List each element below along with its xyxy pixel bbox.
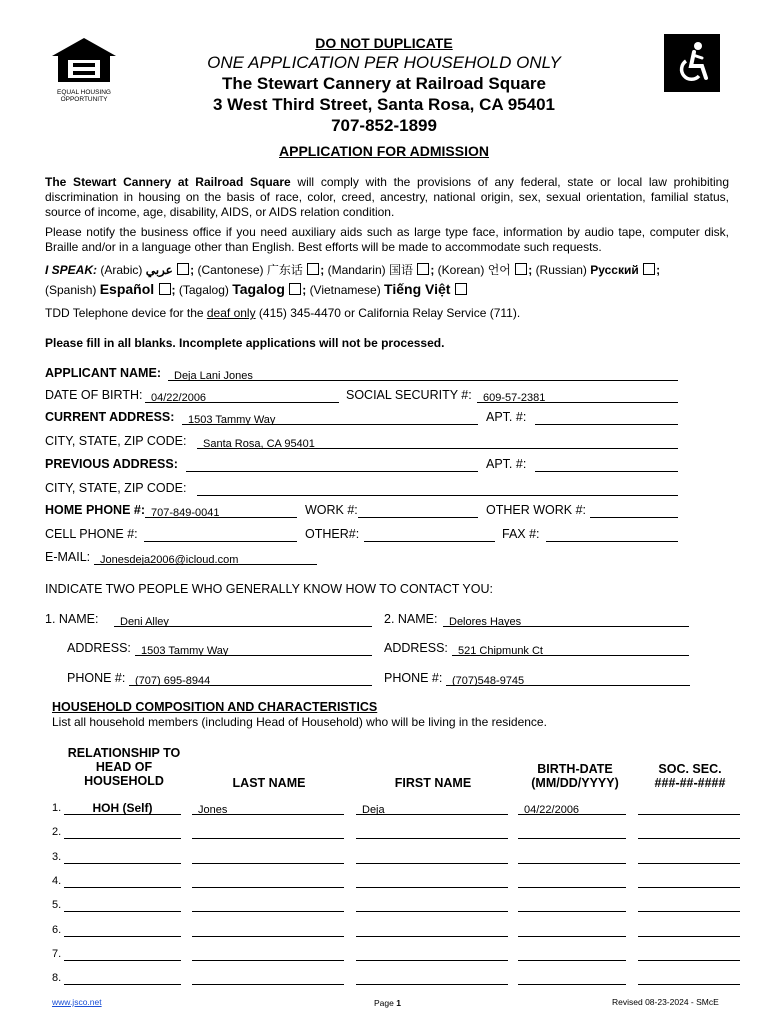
household-row-number: 3.	[52, 850, 62, 863]
col-birthdate-header: BIRTH-DATE (MM/DD/YYYY)	[531, 762, 619, 790]
household-row-number: 5.	[52, 899, 62, 912]
household-last-field[interactable]	[192, 898, 344, 912]
subtitle: ONE APPLICATION PER HOUSEHOLD ONLY	[207, 53, 561, 72]
checkbox-spanish[interactable]	[159, 283, 171, 295]
household-ssn-field[interactable]	[638, 923, 740, 937]
footer-page: Page 1	[374, 998, 401, 1008]
household-first-field[interactable]	[356, 850, 508, 864]
household-row-number: 2.	[52, 826, 62, 839]
household-birth-field[interactable]	[518, 850, 626, 864]
household-ssn-field[interactable]	[638, 947, 740, 961]
fax-field[interactable]	[546, 528, 678, 542]
household-ssn-field[interactable]	[638, 874, 740, 888]
ssn-label: SOCIAL SECURITY #:	[346, 388, 472, 402]
household-birth-field[interactable]	[518, 874, 626, 888]
household-ssn-field[interactable]	[638, 971, 740, 985]
fill-notice: Please fill in all blanks. Incomplete applications will not be processed.	[45, 336, 445, 350]
household-last-field[interactable]	[192, 971, 344, 985]
contact2-name-label: 2. NAME:	[384, 612, 438, 626]
prev-apt-label: APT. #:	[486, 457, 527, 471]
household-heading: HOUSEHOLD COMPOSITION AND CHARACTERISTICS	[52, 700, 378, 714]
form-title: APPLICATION FOR ADMISSION	[279, 143, 489, 159]
aux-aids-paragraph: Please notify the business office if you need auxiliary aids such as large type face, information by audio tape, computer disk, Braille and/or in a language other than English. Best efforts will be made to accommodate such requests.	[45, 225, 729, 254]
csz-field[interactable]: Santa Rosa, CA 95401	[197, 435, 678, 449]
home-phone-field[interactable]: 707-849-0041	[145, 504, 297, 518]
checkbox-mandarin[interactable]	[417, 263, 429, 275]
household-last-field[interactable]	[192, 825, 344, 839]
checkbox-russian[interactable]	[643, 263, 655, 275]
footer-revised: Revised 08-23-2024 - SMcE	[612, 997, 719, 1007]
previous-address-field[interactable]	[186, 458, 478, 472]
contact2-phone-field[interactable]: (707)548-9745	[446, 672, 690, 686]
lang-korean: (Korean) 언어 ;	[437, 263, 533, 277]
household-row-number: 8.	[52, 972, 62, 985]
other-work-label: OTHER WORK #:	[486, 503, 587, 517]
other-label: OTHER#:	[305, 527, 360, 541]
home-phone-label: HOME PHONE #:	[45, 503, 146, 517]
lang-tagalog: (Tagalog) Tagalog ;	[178, 281, 307, 297]
current-address-label: CURRENT ADDRESS:	[45, 410, 175, 424]
household-row-number: 6.	[52, 923, 62, 936]
household-first-field[interactable]	[356, 923, 508, 937]
checkbox-korean[interactable]	[515, 263, 527, 275]
property-phone: 707-852-1899	[331, 116, 437, 135]
other-work-field[interactable]	[590, 504, 678, 518]
applicant-name-label: APPLICANT NAME:	[45, 366, 161, 380]
household-subheading: List all household members (including Head of Household) who will be living in the residence.	[52, 715, 547, 729]
dob-field[interactable]: 04/22/2006	[145, 389, 339, 403]
contact2-address-field[interactable]: 521 Chipmunk Ct	[452, 642, 689, 656]
previous-address-label: PREVIOUS ADDRESS:	[45, 457, 178, 471]
prev-csz-label: CITY, STATE, ZIP CODE:	[45, 481, 187, 495]
logo-text-2: OPPORTUNITY	[60, 96, 108, 103]
household-relationship-field[interactable]	[64, 874, 181, 888]
email-label: E-MAIL:	[45, 550, 91, 564]
household-relationship-field[interactable]	[64, 898, 181, 912]
household-first-field[interactable]	[356, 874, 508, 888]
lang-mandarin: (Mandarin) 国语 ;	[327, 263, 435, 277]
household-row-number: 7.	[52, 947, 62, 960]
ssn-field[interactable]: 609-57-2381	[477, 389, 678, 403]
household-first-field[interactable]	[356, 971, 508, 985]
col-relationship-header: RELATIONSHIP TO HEAD OF HOUSEHOLD	[67, 746, 181, 788]
applicant-name-field[interactable]: Deja Lani Jones	[168, 367, 678, 381]
property-name: The Stewart Cannery at Railroad Square	[221, 74, 547, 93]
languages-line-2	[45, 281, 468, 297]
cell-field[interactable]	[144, 528, 297, 542]
lang-arabic: (Arabic) عربي ;	[100, 263, 195, 277]
household-birth-field[interactable]	[518, 971, 626, 985]
prev-apt-field[interactable]	[535, 458, 678, 472]
contact2-phone-label: PHONE #:	[384, 671, 443, 685]
intro-paragraph	[45, 175, 729, 220]
checkbox-tagalog[interactable]	[289, 283, 301, 295]
notice: DO NOT DUPLICATE	[315, 35, 453, 51]
other-field[interactable]	[364, 528, 495, 542]
household-relationship-field[interactable]	[64, 923, 181, 937]
household-first-field[interactable]	[356, 898, 508, 912]
languages-line-1	[45, 261, 660, 278]
household-last-field[interactable]	[192, 923, 344, 937]
col-first-name-header: FIRST NAME	[394, 776, 472, 790]
household-first-field[interactable]: Deja	[356, 801, 508, 815]
contacts-heading: INDICATE TWO PEOPLE WHO GENERALLY KNOW HOW TO CONTACT YOU:	[45, 582, 493, 596]
lang-cantonese: (Cantonese) 广东话 ;	[197, 263, 325, 277]
contact1-name-label: 1. NAME:	[45, 612, 99, 626]
lang-spanish: (Spanish) Español ;	[45, 281, 176, 297]
household-relationship-field[interactable]: HOH (Self)	[64, 801, 181, 815]
col-last-name-header: LAST NAME	[232, 776, 306, 790]
household-birth-field[interactable]	[518, 947, 626, 961]
household-last-field[interactable]: Jones	[192, 801, 344, 815]
property-address: 3 West Third Street, Santa Rosa, CA 95401	[212, 95, 555, 114]
contact1-name-field[interactable]: Deni Alley	[114, 613, 372, 627]
apt-field[interactable]	[535, 411, 678, 425]
i-speak-label: I SPEAK:	[45, 263, 98, 277]
household-first-field[interactable]	[356, 947, 508, 961]
checkbox-arabic[interactable]	[177, 263, 189, 275]
work-field[interactable]	[358, 504, 478, 518]
intro-bold-name: The Stewart Cannery at Railroad Square	[45, 175, 291, 189]
dob-label: DATE OF BIRTH:	[45, 388, 143, 402]
household-relationship-field[interactable]	[64, 850, 181, 864]
checkbox-vietnamese[interactable]	[455, 283, 467, 295]
col-ssn-header: SOC. SEC. ###-##-####	[654, 762, 726, 790]
household-birth-field[interactable]	[518, 898, 626, 912]
email-field[interactable]: Jonesdeja2006@icloud.com	[94, 551, 317, 565]
cell-label: CELL PHONE #:	[45, 527, 138, 541]
household-first-field[interactable]	[356, 825, 508, 839]
checkbox-cantonese[interactable]	[307, 263, 319, 275]
household-ssn-field[interactable]	[638, 898, 740, 912]
household-last-field[interactable]	[192, 850, 344, 864]
household-relationship-field[interactable]	[64, 971, 181, 985]
prev-csz-field[interactable]	[197, 482, 678, 496]
household-ssn-field[interactable]	[638, 801, 740, 815]
household-row-number: 1.	[52, 802, 62, 814]
footer-link[interactable]: www.jsco.net	[52, 997, 102, 1007]
contact2-name-field[interactable]: Delores Hayes	[443, 613, 689, 627]
fax-label: FAX #:	[502, 527, 540, 541]
household-relationship-field[interactable]	[64, 947, 181, 961]
contact2-address-label: ADDRESS:	[384, 641, 448, 655]
work-label: WORK #:	[305, 503, 358, 517]
lang-vietnamese: (Vietnamese) Tiếng Việt	[310, 283, 468, 297]
csz-label: CITY, STATE, ZIP CODE:	[45, 434, 187, 448]
household-last-field[interactable]	[192, 947, 344, 961]
household-row-number: 4.	[52, 874, 62, 887]
intro-rest: will comply with the provisions of any federal, state or local law prohibiting discrimination in housing on the basis of race, color, creed, ancestry, national origin, sex, sexual orientation, familial status, source of income, age, disability, AIDS, or AIDS relation condition.	[45, 175, 729, 219]
apt-label: APT. #:	[486, 410, 527, 424]
household-ssn-field[interactable]	[638, 850, 740, 864]
household-birth-field[interactable]	[518, 923, 626, 937]
lang-russian: (Russian) Русский ;	[535, 263, 661, 277]
contact1-address-field[interactable]: 1503 Tammy Way	[135, 642, 372, 656]
contact1-phone-field[interactable]: (707) 695-8944	[129, 672, 372, 686]
current-address-field[interactable]: 1503 Tammy Way	[182, 411, 478, 425]
contact1-address-label: ADDRESS:	[67, 641, 131, 655]
tdd-line: TDD Telephone device for the deaf only (415) 345-4470 or California Relay Service (711).	[45, 306, 521, 320]
household-ssn-field[interactable]	[638, 825, 740, 839]
household-birth-field[interactable]	[518, 825, 626, 839]
contact1-phone-label: PHONE #:	[67, 671, 126, 685]
household-relationship-field[interactable]	[64, 825, 181, 839]
household-last-field[interactable]	[192, 874, 344, 888]
logo-text-1: EQUAL HOUSING	[57, 89, 111, 96]
household-birth-field[interactable]: 04/22/2006	[518, 801, 626, 815]
